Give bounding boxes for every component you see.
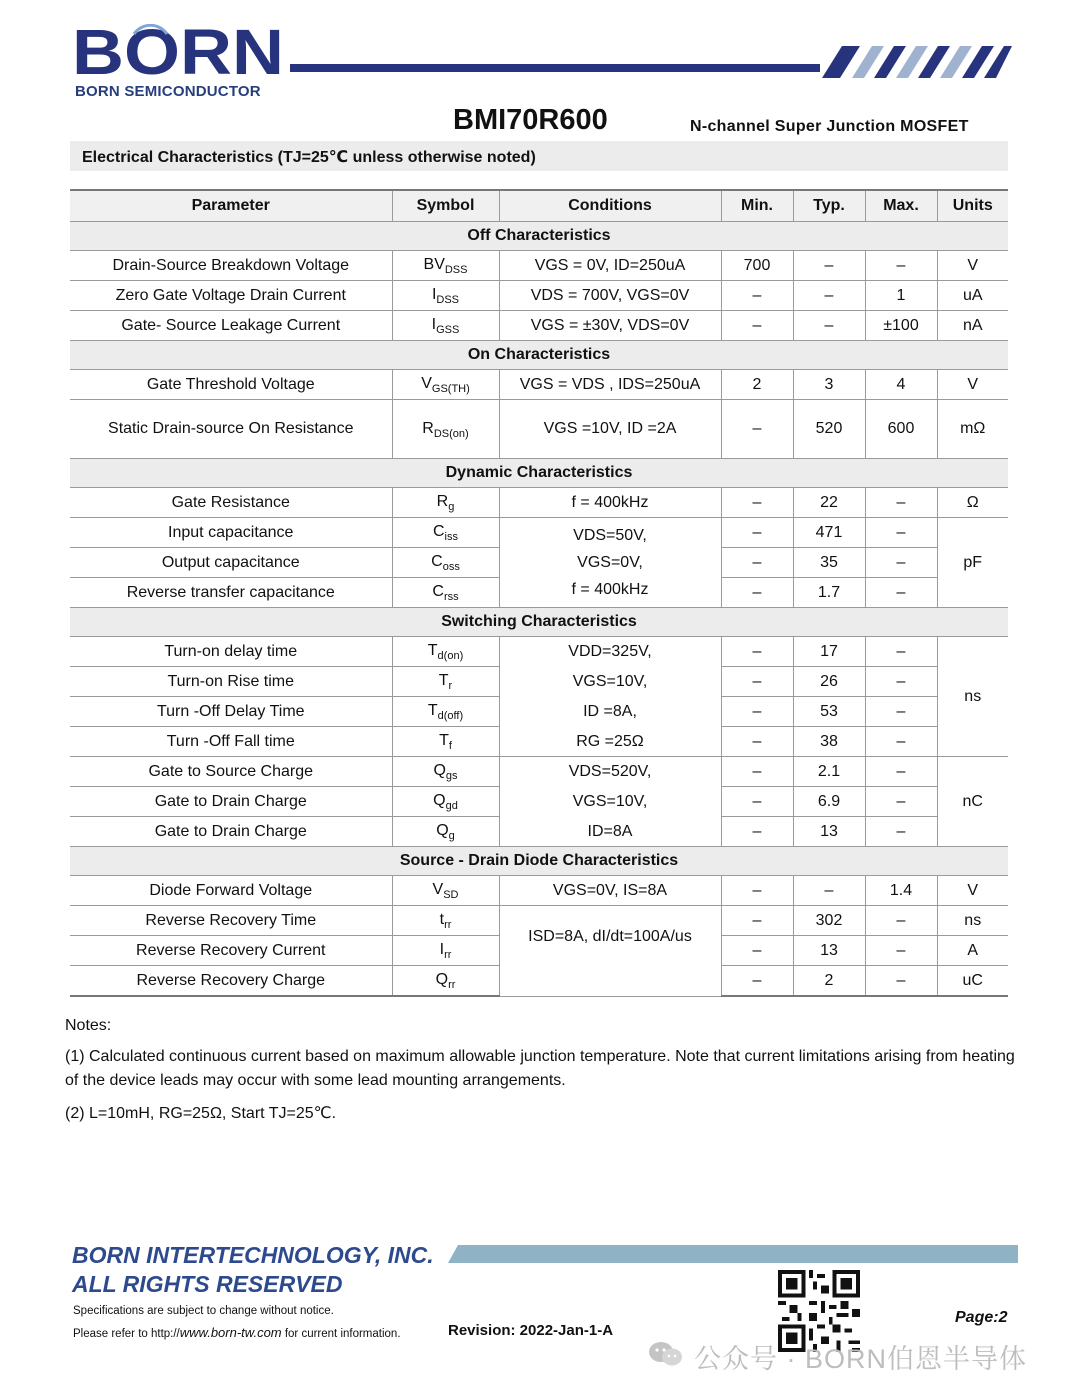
unit-cell: A [937,936,1008,966]
table-row [70,518,1008,548]
param-cell: Drain-Source Breakdown Voltage [70,251,392,281]
symbol-cell: $T_f$ [392,727,499,757]
cond-cell [499,757,721,847]
watermark-text: 公众号 · BORN伯恩半导体 [694,1344,1028,1374]
param-cell: Diode Forward Voltage [70,876,392,906]
note-1: (1) Calculated continuous current based on maximum allowable junction temperature. Note that current limitations arising from heating of the device leads may occur with some lead mounting arrangements. [65,1048,1015,1089]
max-cell: – [865,667,937,697]
unit-cell: ns [937,906,1008,936]
typ-cell: – [793,876,865,906]
typ-cell: 3 [793,370,865,400]
cond-line: VGS=10V, [572,792,648,810]
part-number: BMI70R600 [453,104,608,136]
symbol-cell: $T_{d(on)}$ [392,637,499,667]
table-row [70,637,1008,667]
section-row [70,341,1008,370]
min-cell: – [721,906,793,936]
symbol-cell: $C_{oss}$ [392,548,499,578]
section-diode: Source - Drain Diode Characteristics [70,847,1008,876]
svg-text:BORN: BORN [72,24,284,80]
table-row [70,311,1008,341]
symbol-cell: $Q_{gs}$ [392,757,499,787]
unit-cell: V [937,876,1008,906]
symbol-cell: $C_{iss}$ [392,518,499,548]
min-cell: – [721,578,793,608]
symbol-cell: $Q_{rr}$ [392,966,499,997]
col-max: Max. [865,190,937,222]
max-cell: – [865,548,937,578]
min-cell: – [721,311,793,341]
max-cell: – [865,578,937,608]
typ-cell: – [793,311,865,341]
born-logo [72,24,287,80]
cond-cell: VGS = ±30V, VDS=0V [499,311,721,341]
max-cell: – [865,966,937,997]
param-cell: Input capacitance [70,518,392,548]
param-cell: Gate Threshold Voltage [70,370,392,400]
min-cell: – [721,667,793,697]
typ-cell: 35 [793,548,865,578]
symbol-cell: $I_{DSS}$ [392,281,499,311]
min-cell: – [721,548,793,578]
cond-line: VDS=50V, [573,526,647,544]
max-cell: – [865,936,937,966]
symbol-cell: $I_{GSS}$ [392,311,499,341]
unit-cell: mΩ [937,400,1008,459]
param-cell: Gate- Source Leakage Current [70,311,392,341]
param-cell: Zero Gate Voltage Drain Current [70,281,392,311]
unit-cell: pF [937,518,1008,608]
company-subtitle: BORN SEMICONDUCTOR [75,83,261,100]
typ-cell: 520 [793,400,865,459]
cond-line: ID=8A [587,822,633,840]
max-cell: – [865,251,937,281]
cond-cell [499,518,721,608]
symbol-cell: $Q_{gd}$ [392,787,499,817]
cond-line: VDS=520V, [568,762,652,780]
typ-cell: 2.1 [793,757,865,787]
max-cell: 1.4 [865,876,937,906]
min-cell: 700 [721,251,793,281]
min-cell: – [721,787,793,817]
col-symbol: Symbol [392,190,499,222]
typ-cell: 1.7 [793,578,865,608]
symbol-cell: $BV_{DSS}$ [392,251,499,281]
table-row [70,906,1008,936]
typ-cell: 6.9 [793,787,865,817]
param-cell: Gate to Drain Charge [70,787,392,817]
symbol-cell: $Q_g$ [392,817,499,847]
symbol-cell: $V_{GS(TH)}$ [392,370,499,400]
refer-notice [73,1325,401,1340]
param-cell: Reverse Recovery Time [70,906,392,936]
unit-cell: nA [937,311,1008,341]
max-cell: 1 [865,281,937,311]
cond-line: VGS=0V, [577,553,643,571]
min-cell: – [721,817,793,847]
section-switching: Switching Characteristics [70,608,1008,637]
symbol-cell: $T_{d(off)}$ [392,697,499,727]
max-cell: – [865,906,937,936]
symbol-cell: $V_{SD}$ [392,876,499,906]
symbol-cell: $R_g$ [392,488,499,518]
typ-cell: 13 [793,936,865,966]
device-type: N-channel Super Junction MOSFET [690,118,969,135]
typ-cell: 26 [793,667,865,697]
param-cell: Reverse Recovery Charge [70,966,392,997]
cond-line: ID =8A, [583,702,637,720]
rights-statement: BORN INTERTECHNOLOGY, INC. ALL RIGHTS RESERVED [72,1242,434,1297]
table-row [70,757,1008,787]
param-cell: Gate to Source Charge [70,757,392,787]
param-cell: Output capacitance [70,548,392,578]
typ-cell: 2 [793,966,865,997]
typ-cell: 13 [793,817,865,847]
website-link[interactable]: www.born-tw.com [179,1325,282,1340]
max-cell: – [865,757,937,787]
min-cell: – [721,697,793,727]
cond-cell [499,637,721,757]
table-row [70,251,1008,281]
max-cell: – [865,817,937,847]
typ-cell: 471 [793,518,865,548]
cond-line: VGS=10V, [572,672,648,690]
cond-cell: VDS = 700V, VGS=0V [499,281,721,311]
symbol-cell: $T_r$ [392,667,499,697]
max-cell: – [865,787,937,817]
param-cell: Turn -Off Fall time [70,727,392,757]
col-parameter: Parameter [70,190,392,222]
min-cell: – [721,518,793,548]
col-units: Units [937,190,1008,222]
param-cell: Turn -Off Delay Time [70,697,392,727]
table-header-row [70,190,1008,222]
section-dynamic: Dynamic Characteristics [70,459,1008,488]
section-row [70,608,1008,637]
electrical-characteristics-table [70,189,1008,997]
table-row [70,370,1008,400]
typ-cell: – [793,281,865,311]
table-row [70,400,1008,459]
max-cell: – [865,727,937,757]
symbol-cell: $I_{rr}$ [392,936,499,966]
unit-cell: V [937,251,1008,281]
min-cell: – [721,757,793,787]
section-row [70,847,1008,876]
min-cell: – [721,488,793,518]
min-cell: – [721,727,793,757]
symbol-cell: $C_{rss}$ [392,578,499,608]
table-row [70,488,1008,518]
min-cell: – [721,281,793,311]
header-stripes [812,46,1012,78]
unit-cell: V [937,370,1008,400]
section-row [70,459,1008,488]
min-cell: – [721,966,793,997]
param-cell: Turn-on delay time [70,637,392,667]
typ-cell: – [793,251,865,281]
param-cell: Gate Resistance [70,488,392,518]
section-on: On Characteristics [70,341,1008,370]
max-cell: 600 [865,400,937,459]
max-cell: – [865,697,937,727]
typ-cell: 302 [793,906,865,936]
param-cell: Static Drain-source On Resistance [70,400,392,459]
symbol-cell: $t_{rr}$ [392,906,499,936]
col-conditions: Conditions [499,190,721,222]
min-cell: – [721,637,793,667]
unit-cell: nC [937,757,1008,847]
section-off: Off Characteristics [70,222,1008,251]
revision-label: Revision: 2022-Jan-1-A [448,1322,614,1339]
col-typ: Typ. [793,190,865,222]
notes-heading: Notes: [65,1017,112,1034]
param-cell: Reverse transfer capacitance [70,578,392,608]
typ-cell: 17 [793,637,865,667]
min-cell: – [721,876,793,906]
col-min: Min. [721,190,793,222]
cond-cell: VGS = 0V, ID=250uA [499,251,721,281]
table-row [70,876,1008,906]
max-cell: – [865,488,937,518]
note-2: (2) L=10mH, RG=25Ω, Start TJ=25℃. [65,1105,337,1122]
page-number: Page:2 [955,1309,1008,1326]
min-cell: – [721,936,793,966]
symbol-cell: $R_{DS(on)}$ [392,400,499,459]
footer-band [448,1245,1018,1263]
cond-cell: VGS =10V, ID =2A [499,400,721,459]
max-cell: – [865,637,937,667]
min-cell: 2 [721,370,793,400]
cond-cell: f = 400kHz [499,488,721,518]
refer-suffix: for current information. [281,1328,401,1340]
refer-prefix: Please refer to http:// [73,1328,180,1340]
spec-notice: Specifications are subject to change without notice. [73,1305,334,1317]
cond-cell: VGS = VDS , IDS=250uA [499,370,721,400]
max-cell: 4 [865,370,937,400]
cond-line: RG =25Ω [576,732,644,750]
typ-cell: 22 [793,488,865,518]
max-cell: ±100 [865,311,937,341]
unit-cell: Ω [937,488,1008,518]
section-row [70,222,1008,251]
table-row [70,281,1008,311]
cond-cell: ISD=8A, dI/dt=100A/us [499,906,721,997]
cond-line: VDD=325V, [568,642,652,660]
wechat-icon [648,1341,684,1367]
cond-line: f = 400kHz [571,580,649,598]
section-title: Electrical Characteristics (TJ=25℃ unless otherwise noted) [82,149,536,166]
max-cell: – [865,518,937,548]
param-cell: Gate to Drain Charge [70,817,392,847]
param-cell: Reverse Recovery Current [70,936,392,966]
unit-cell: ns [937,637,1008,757]
min-cell: – [721,400,793,459]
cond-cell: VGS=0V, IS=8A [499,876,721,906]
unit-cell: uA [937,281,1008,311]
typ-cell: 38 [793,727,865,757]
typ-cell: 53 [793,697,865,727]
unit-cell: uC [937,966,1008,997]
param-cell: Turn-on Rise time [70,667,392,697]
header-rule [290,64,820,72]
